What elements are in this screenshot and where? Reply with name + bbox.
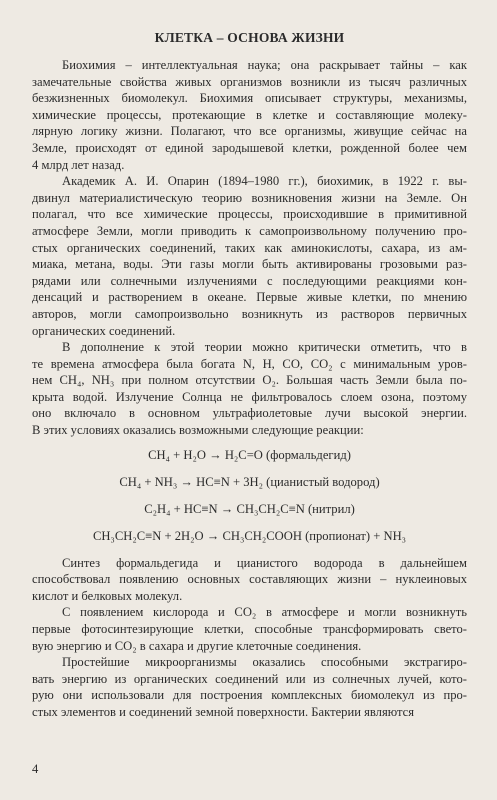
text-line: В дополнение к этой теории можно критически отметить, что в — [62, 340, 467, 355]
text-line: 4 млрд лет назад. — [32, 157, 125, 172]
paragraph — [32, 555, 467, 605]
text-line: рядами или солнечными излучениями с последующими реакциями кон- — [32, 273, 467, 288]
text-line: Земле, происходят от единой зародышевой клетки, рожденной более чем — [32, 140, 467, 155]
text-line: вать энергию из органических соединений или из солнечных лучей, кото- — [32, 671, 467, 686]
page-number: 4 — [32, 762, 39, 776]
text-line: Простейшие микроорганизмы оказались способными экстрагиро- — [62, 655, 467, 670]
text-line: кислот и белковых молекул. — [32, 588, 183, 603]
text-line: органических соединений. — [32, 323, 176, 338]
text-line: денсаций и растворением в океане. Первые живые клетки, по мнению — [32, 290, 467, 305]
text-line: Синтез формальдегида и цианистого водорода в дальнейшем — [62, 555, 467, 570]
text-line: С появлением кислорода и CO₂ в атмосфере и могли возникнуть — [62, 605, 467, 620]
chemical-equation: CH₄ + H₂O → H₂C=O (формальдегид) — [148, 447, 351, 462]
body-text-after-equations — [32, 555, 467, 721]
chemical-equation: C₂H₄ + HC≡N → CH₃CH₂C≡N (нитрил) — [144, 501, 355, 516]
text-line: рую они использовали для построения комплексных биомолекул из про- — [32, 688, 467, 703]
text-line: лярную логику жизни. Полагают, что все организмы, живущие сейчас на — [32, 124, 467, 139]
text-line: крыта водой. Излучение Солнца не фильтровалось слоем озона, поэтому — [32, 389, 467, 404]
chemical-equation: CH₄ + NH₃ → HC≡N + 3H₂ (цианистый водород) — [119, 474, 380, 489]
text-line: стых элементов и соединений земной поверхности. Бактерии являются — [32, 705, 415, 719]
text-line: способствовал появлению основных составляющих жизни – нуклеиновых — [32, 572, 467, 587]
text-line: безжизненных биомолекул. Биохимия описывает структуры, механизмы, — [32, 91, 467, 106]
text-line: оно включало в основном ультрафиолетовые лучи высокой энергии. — [32, 406, 467, 421]
paragraph — [32, 604, 467, 654]
page-title: КЛЕТКА – ОСНОВА ЖИЗНИ — [154, 30, 345, 45]
text-line: атмосфере Земли, могли приводить к самопроизвольному получению про- — [32, 223, 467, 238]
paragraph — [32, 339, 467, 439]
text-line: миака, метана, воды. Эти газы могли быть активированы грозовыми раз- — [32, 257, 467, 272]
text-line: первые фотосинтезирующие клетки, способные трансформировать свето- — [32, 622, 467, 637]
text-line: те времена атмосфера была богата N, H, CO, CO₂ с минимальным уров- — [32, 356, 467, 371]
text-line: химические процессы, протекающие в клетке и составляющие молеку- — [32, 107, 467, 122]
text-line: нем CH₄, NH₃ при полном отсутствии O₂. Большая часть Земли была по- — [32, 373, 467, 388]
text-line: авторов, могли самопроизвольно возникнуть из растворов первичных — [32, 306, 467, 321]
text-line: Биохимия – интеллектуальная наука; она раскрывает тайны – как — [62, 58, 467, 72]
text-line: замечательные свойства живых организмов возникли из тысяч различных — [32, 74, 467, 89]
paragraph — [32, 57, 467, 173]
text-line: полагал, что все химические процессы, происходившие в примитивной — [32, 207, 467, 222]
text-line: В этих условиях оказались возможными следующие реакции: — [32, 423, 364, 438]
text-line: вую энергию и CO₂ в сахара и другие клеточные соединения. — [32, 638, 362, 653]
paragraph — [32, 654, 467, 720]
chemical-equation: CH₃CH₂C≡N + 2H₂O → CH₃CH₂COOH (пропионат) + NH₃ — [92, 528, 407, 543]
paragraph — [32, 173, 467, 339]
body-text-before-equations — [32, 57, 467, 439]
text-line: Академик А. И. Опарин (1894–1980 гг.), биохимик, в 1922 г. вы- — [62, 174, 467, 189]
text-line: двинул материалистическую теорию возникновения жизни на Земле. Он — [32, 190, 467, 205]
equations-block — [32, 447, 467, 544]
text-line: стых органических соединений, таких как аминокислоты, сахара, из ам- — [32, 240, 467, 255]
